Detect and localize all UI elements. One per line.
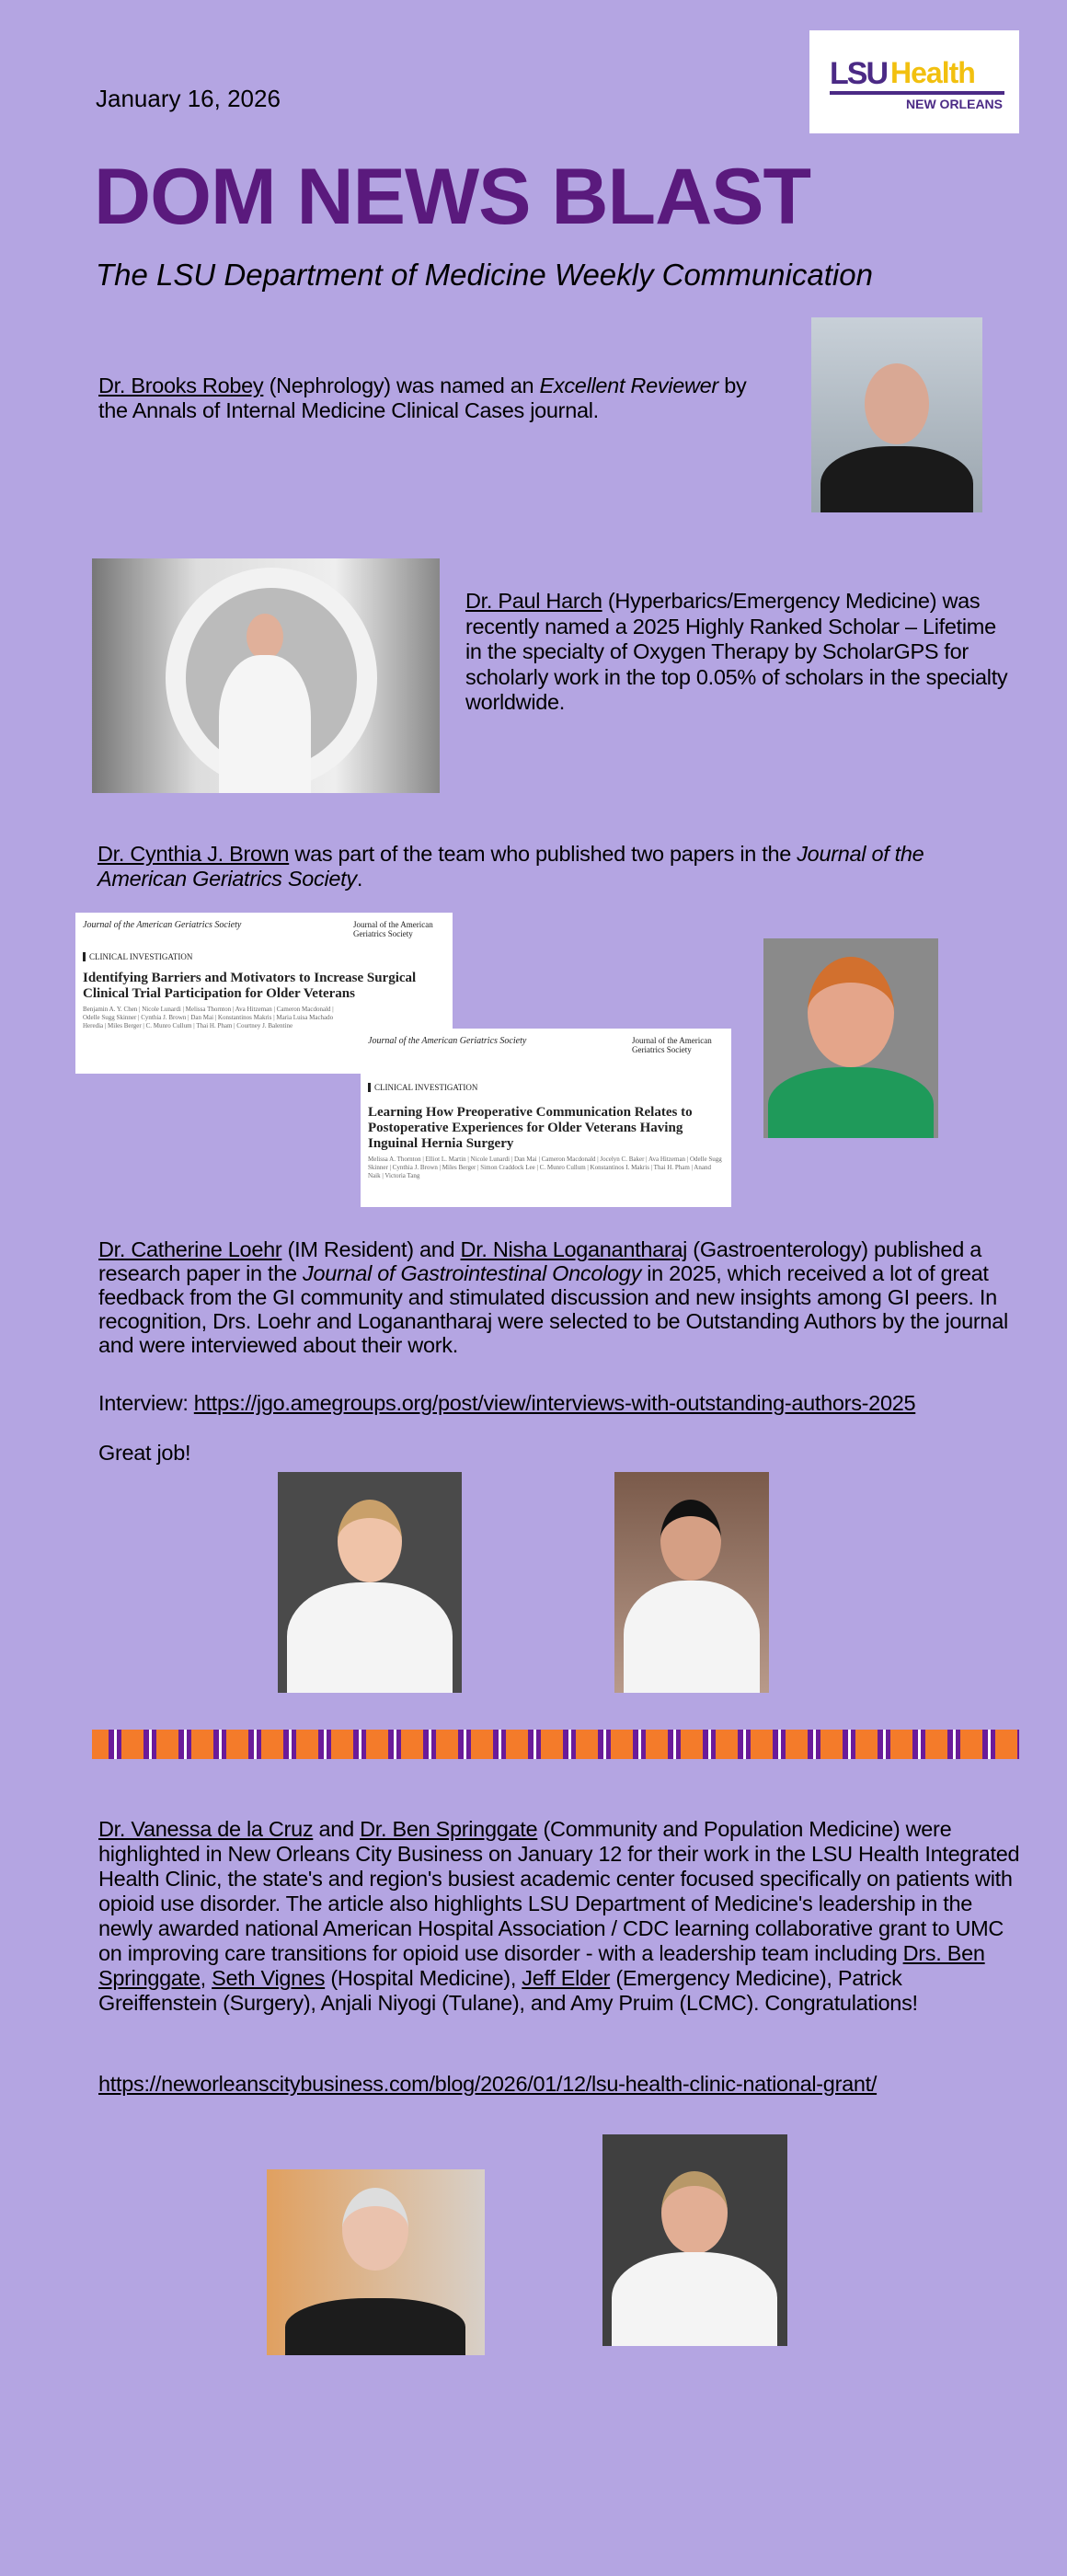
harch-photo-head xyxy=(247,614,283,660)
loehr-em: Journal of Gastrointestinal Oncology xyxy=(303,1261,642,1285)
cruz-photo xyxy=(267,2169,485,2355)
paper-authors: Benjamin A. Y. Chen | Nicole Lunardi | Melissa Thornton | Ava Hitzeman | Cameron Macdonald | Odelle Sugg Skinner | Cynthia J. Brown | Dan Mai | Konstantinos Makris | Maria Luisa Machado Heredia | Miles Berger | C. Munro Cullum | Thai H. Pham | Courtney J. Balentine xyxy=(83,1006,334,1029)
interview-label: Interview: xyxy=(98,1391,194,1415)
great-job: Great job! xyxy=(98,1441,191,1465)
robey-item xyxy=(98,374,761,423)
cruz-text2: (Community and Population Medicine) were highlighted in New Orleans City Business on January 12 for their work in the LSU Health Integrated Health Clinic, the state's and region's busiest academic center focused specifically on patients with opioid use disorder. The article also highlights LSU Department of Medicine's leadership in the newly awarded national American Hospital Association / CDC learning collaborative grant to UMC on improving care transitions for opioid use disorder - with a leadership team including xyxy=(98,1817,1020,1965)
paper-section: CLINICAL INVESTIGATION xyxy=(83,952,445,961)
vignes-link[interactable]: Seth Vignes xyxy=(212,1966,326,1990)
brown-text2: . xyxy=(356,867,363,891)
paper-2 xyxy=(361,1029,731,1207)
springgate-photo-head xyxy=(661,2171,728,2254)
robey-text2: by the Annals of Internal Medicine Clinical Cases journal. xyxy=(98,374,747,422)
cruz-text4: (Hospital Medicine), xyxy=(325,1966,522,1990)
robey-photo-body xyxy=(820,446,973,512)
loganantharaj-photo-body xyxy=(624,1581,760,1693)
loehr-text2: (Gastroenterology) published a research paper in the xyxy=(98,1237,981,1285)
robey-text: (Nephrology) was named an xyxy=(263,374,540,397)
logo-brand: LSU xyxy=(830,56,887,91)
paper-authors: Melissa A. Thornton | Elliot L. Martin | Nicole Lunardi | Dan Mai | Cameron Macdonald | Jocelyn C. Baker | Ava Hitzeman | Odelle Sugg Skinner | Cynthia J. Brown | Miles Berger | Simon Craddock Lee | C. Munro Cullum | Konstantinos I. Makris | Thai H. Pham | Anand Naik | Victoria Tang xyxy=(368,1156,722,1179)
springgate-link-2[interactable]: Drs. Ben Springgate xyxy=(98,1941,985,1990)
citybusiness-line xyxy=(98,2072,877,2097)
cruz-text5: (Emergency Medicine), Patrick Greiffenstein (Surgery), Anjali Niyogi (Tulane), and Amy Pruim (LCMC). Congratulations! xyxy=(98,1966,918,2015)
paper-title: Identifying Barriers and Motivators to Increase Surgical Clinical Trial Participation for Older Veterans xyxy=(83,971,417,1001)
cruz-text: and xyxy=(313,1817,361,1841)
brown-photo-head xyxy=(808,957,894,1067)
page-subtitle: The LSU Department of Medicine Weekly Communication xyxy=(96,258,873,292)
robey-photo-head xyxy=(865,363,929,444)
loganantharaj-photo xyxy=(614,1472,769,1693)
harch-photo-body xyxy=(219,655,311,793)
brown-photo-body xyxy=(768,1067,934,1138)
loehr-link[interactable]: Dr. Catherine Loehr xyxy=(98,1237,282,1261)
citybusiness-link[interactable]: https://neworleanscitybusiness.com/blog/2026/01/12/lsu-health-clinic-national-grant/ xyxy=(98,2072,878,2096)
date: January 16, 2026 xyxy=(96,85,281,112)
brown-photo xyxy=(763,938,938,1138)
paper-journal: Journal of the American Geriatrics Society xyxy=(83,920,242,930)
logo-tagline: NEW ORLEANS xyxy=(906,97,1003,111)
interview-link[interactable]: https://jgo.amegroups.org/post/view/interviews-with-outstanding-authors-2025 xyxy=(193,1391,916,1415)
cruz-item xyxy=(98,1817,1023,2016)
cruz-text3: , xyxy=(200,1966,212,1990)
brown-item xyxy=(98,842,1017,891)
page-title: DOM NEWS BLAST xyxy=(94,153,811,241)
brown-text: was part of the team who published two papers in the xyxy=(289,842,797,866)
brown-link[interactable]: Dr. Cynthia J. Brown xyxy=(98,842,290,866)
cruz-photo-body xyxy=(285,2298,465,2355)
loehr-text: (IM Resident) and xyxy=(281,1237,461,1261)
harch-photo xyxy=(92,558,440,793)
loganantharaj-link[interactable]: Dr. Nisha Loganantharaj xyxy=(460,1237,688,1261)
loganantharaj-photo-head xyxy=(660,1500,721,1581)
springgate-link[interactable]: Dr. Ben Springgate xyxy=(360,1817,538,1841)
section-divider xyxy=(92,1730,1019,1759)
loehr-photo-body xyxy=(287,1582,453,1693)
springgate-photo-body xyxy=(612,2252,777,2346)
brown-em: Journal of the American Geriatrics Society xyxy=(98,842,924,891)
paper-title: Learning How Preoperative Communication Relates to Postoperative Experiences for Older Veterans Having Inguinal Hernia Surgery xyxy=(368,1105,693,1151)
robey-em: Excellent Reviewer xyxy=(539,374,718,397)
logo-rule xyxy=(830,91,1004,95)
springgate-photo xyxy=(602,2134,787,2346)
paper-journal-logo: Journal of the American Geriatrics Society xyxy=(353,920,433,938)
loehr-photo-head xyxy=(338,1500,402,1582)
robey-photo xyxy=(811,317,982,512)
cruz-photo-head xyxy=(342,2188,408,2271)
loehr-photo xyxy=(278,1472,462,1693)
robey-link[interactable]: Dr. Brooks Robey xyxy=(98,374,264,397)
interview-line xyxy=(98,1391,1018,1416)
loehr-item xyxy=(98,1237,1018,1357)
paper-journal: Journal of the American Geriatrics Society xyxy=(368,1036,527,1046)
harch-text: (Hyperbarics/Emergency Medicine) was recently named a 2025 Highly Ranked Scholar – Lifetime in the specialty of Oxygen Therapy by ScholarGPS for scholarly work in the top 0.05% of scholars in the specialty worldwide. xyxy=(465,589,1008,714)
harch-item xyxy=(465,589,1017,716)
logo-brand2: Health xyxy=(890,56,975,89)
paper-section: CLINICAL INVESTIGATION xyxy=(368,1083,724,1092)
paper-journal-logo: Journal of the American Geriatrics Society xyxy=(632,1036,712,1054)
harch-link[interactable]: Dr. Paul Harch xyxy=(465,589,602,613)
lsu-health-logo xyxy=(809,30,1019,133)
loehr-text3: in 2025, which received a lot of great feedback from the GI community and stimulated discussion and new insights among GI peers. In recognition, Drs. Loehr and Loganantharaj were selected to be Outstanding Authors by the journal and were interviewed about their work. xyxy=(98,1261,1008,1357)
cruz-link[interactable]: Dr. Vanessa de la Cruz xyxy=(98,1817,314,1841)
elder-link[interactable]: Jeff Elder xyxy=(522,1966,611,1990)
